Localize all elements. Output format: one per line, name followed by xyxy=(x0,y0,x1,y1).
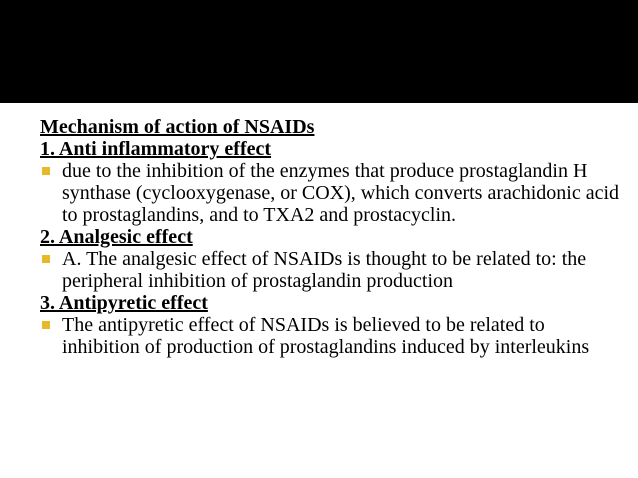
bullet-item-anti-inflammatory xyxy=(40,160,620,226)
bullet-text: The antipyretic effect of NSAIDs is believed to be related to inhibition of production of prostaglandins induced by interleukins xyxy=(62,314,590,358)
section-heading-text: 3. Antipyretic effect xyxy=(40,292,208,314)
bullet-item-analgesic xyxy=(40,248,620,292)
square-bullet-icon xyxy=(42,167,50,175)
section-heading-analgesic xyxy=(40,226,620,248)
square-bullet-icon xyxy=(42,255,50,263)
bullet-text: due to the inhibition of the enzymes that produce prostaglandin H synthase (cyclooxygenase, or COX), which converts arachidonic acid to prostaglandins, and to TXA2 and prostacyclin. xyxy=(62,160,620,226)
section-heading-antipyretic xyxy=(40,292,620,314)
section-heading-text: 1. Anti inflammatory effect xyxy=(40,138,272,160)
square-bullet-icon xyxy=(42,321,50,329)
section-heading-text: 2. Analgesic effect xyxy=(40,226,193,248)
bullet-item-antipyretic xyxy=(40,314,620,358)
slide-content xyxy=(40,116,620,358)
bullet-text: A. The analgesic effect of NSAIDs is thought to be related to: the peripheral inhibition of prostaglandin production xyxy=(62,248,587,292)
slide-heading: Mechanism of action of NSAIDs xyxy=(40,116,315,138)
slide-title-band xyxy=(0,0,638,103)
section-heading-anti-inflammatory xyxy=(40,138,620,160)
